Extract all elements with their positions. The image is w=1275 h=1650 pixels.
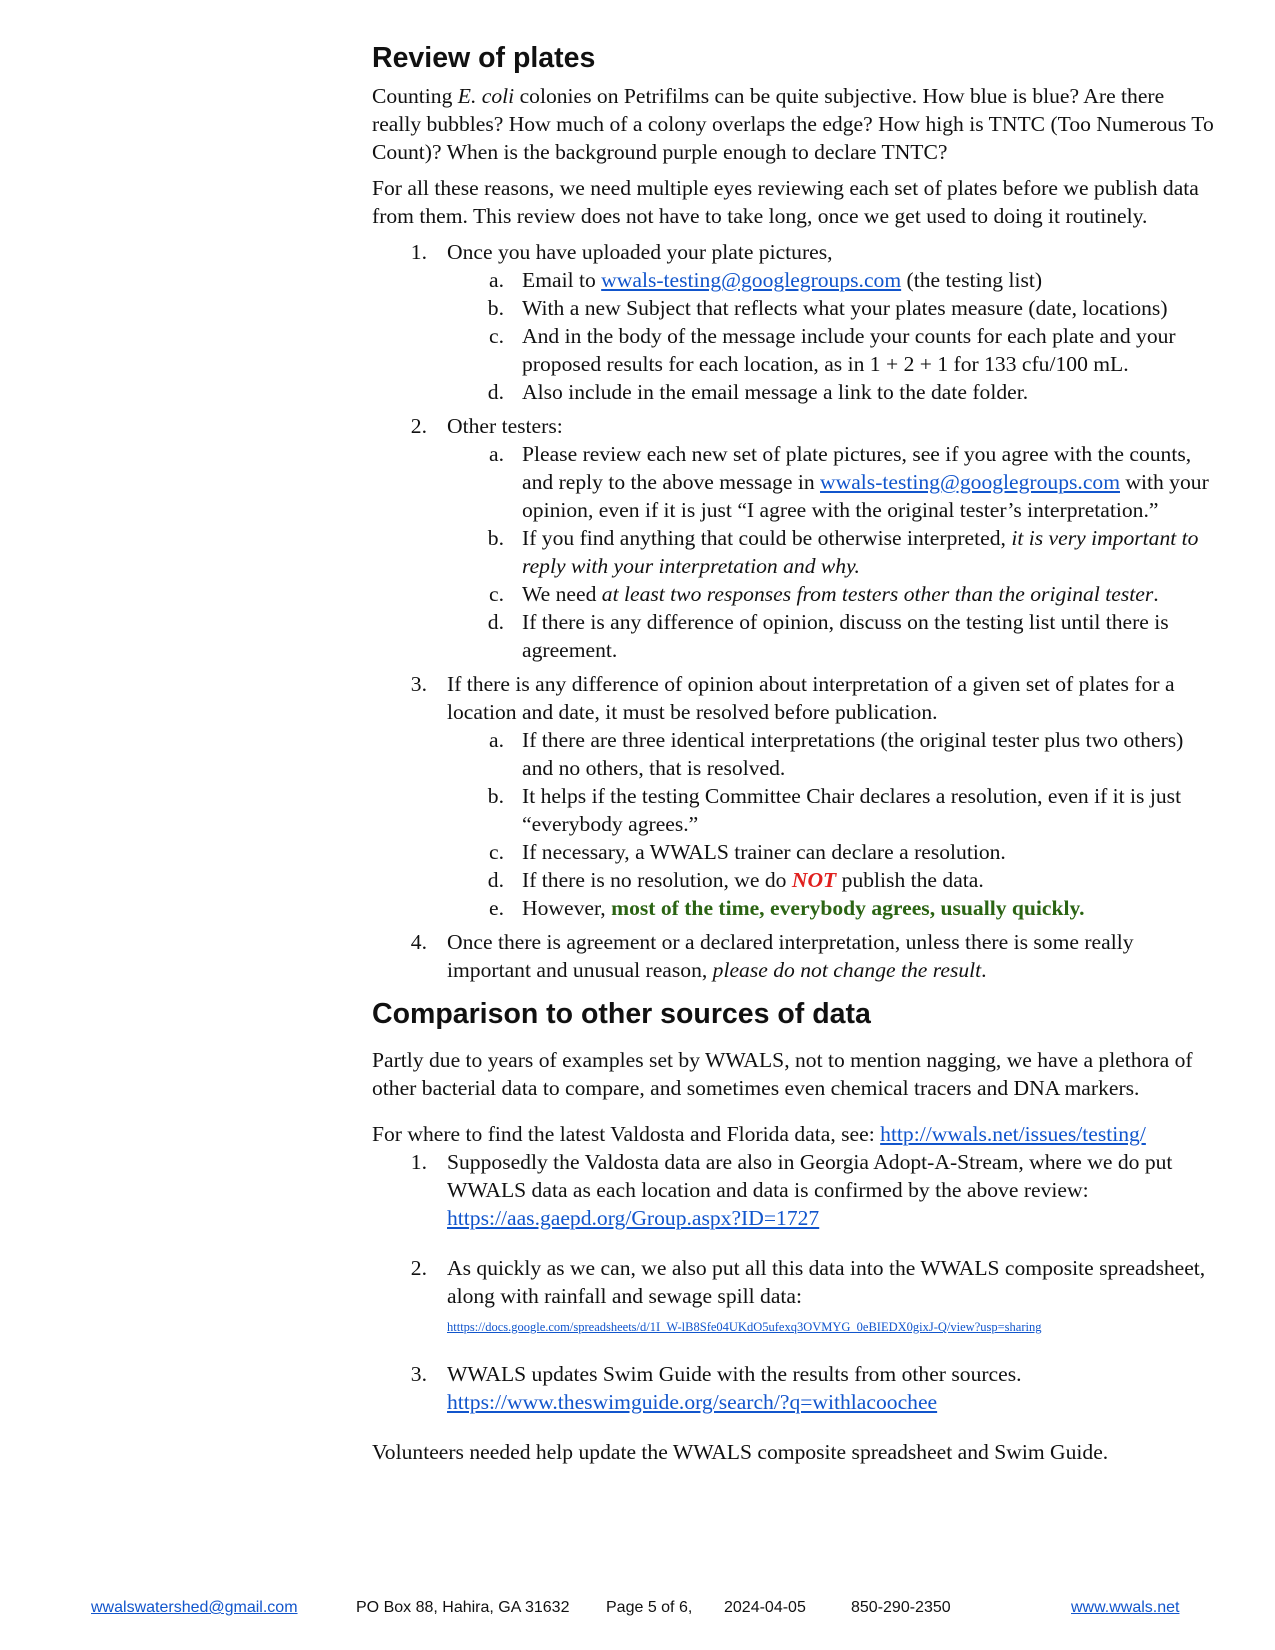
heading-review-of-plates: Review of plates: [372, 42, 596, 74]
list-item: e. However, most of the time, everybody agrees, usually quickly.: [489, 896, 1085, 920]
list-item: a. Please review each new set of plate pictures, see if you agree with the counts, and reply to the above message in wwals-testing@googlegroups.com with your opinion, even if it is just “I agree with the original tester’s interpretation.”: [489, 442, 1209, 522]
comparison-sources-list: [372, 1148, 1218, 1416]
footer-date: 2024-04-05: [724, 1599, 806, 1616]
review-step-1: 1. Once you have uploaded your plate pictures, a. Email to wwals-testing@googlegroups.com (the testing list) b. With a new Subject that reflects what your plates measure (date, locations) c. And in the body of the message include your counts for each plate and your proposed results for each location, as in 1 + 2 + 1 for 133 cfu/100 mL. d. Also include in the email message a link to the date folder.: [372, 238, 1218, 406]
review-step-3: 3. If there is any difference of opinion about interpretation of a given set of plates for a location and date, it must be resolved before publication. a. If there are three identical interpretations (the original tester plus two others) and no others, that is resolved. b. It helps if the testing Committee Chair declares a resolution, even if it is just “everybody agrees.” c. If necessary, a WWALS trainer can declare a resolution. d. If there is no resolution, we do NOT publish the data. e. However, most of the time, everybody agrees, usually quickly.: [372, 670, 1218, 922]
ecoli-term: E. coli: [457, 84, 515, 108]
not-emphasis: NOT: [791, 868, 837, 892]
list-item: d. If there is any difference of opinion, discuss on the testing list until there is agreement.: [487, 610, 1169, 662]
review-step-4: 4. Once there is agreement or a declared interpretation, unless there is some really important and unusual reason, please do not change the result.: [410, 930, 1134, 982]
list-item: d. If there is no resolution, we do NOT publish the data.: [487, 868, 984, 892]
source-item-3: 3. WWALS updates Swim Guide with the results from other sources. https://www.theswimguide.org/search/?q=withlacoochee: [410, 1362, 1022, 1414]
list-item: b. It helps if the testing Committee Chair declares a resolution, even if it is just “everybody agrees.”: [487, 784, 1182, 836]
list-item: c. And in the body of the message include your counts for each plate and your proposed results for each location, as in 1 + 2 + 1 for 133 cfu/100 mL.: [489, 324, 1176, 376]
review-step-2: 2. Other testers: a. Please review each new set of plate pictures, see if you agree with the counts, and reply to the above message in wwals-testing@googlegroups.com with your opinion, even if it is just “I agree with the original tester’s interpretation.” b. If you find anything that could be otherwise interpreted, it is very important to reply with your interpretation and why. c. We need at least two responses from testers other than the original tester. d. If there is any difference of opinion, discuss on the testing list until there is agreement.: [372, 412, 1218, 664]
document-body: [372, 40, 1218, 1474]
footer-page-number: Page 5 of 6,: [606, 1599, 693, 1616]
testing-list-email-link-2[interactable]: wwals-testing@googlegroups.com: [820, 470, 1120, 494]
volunteers-needed-paragraph: Volunteers needed help update the WWALS composite spreadsheet and Swim Guide.: [372, 1440, 1109, 1464]
page-footer: [0, 1599, 1275, 1623]
adopt-a-stream-link[interactable]: https://aas.gaepd.org/Group.aspx?ID=1727: [447, 1206, 820, 1230]
footer-phone: 850-290-2350: [851, 1599, 951, 1616]
review-steps-list: [372, 238, 1218, 984]
swim-guide-link[interactable]: https://www.theswimguide.org/search/?q=withlacoochee: [447, 1390, 938, 1414]
list-item: a. Email to wwals-testing@googlegroups.com (the testing list): [489, 268, 1043, 292]
list-item: d. Also include in the email message a link to the date folder.: [487, 380, 1029, 404]
footer-website-link[interactable]: www.wwals.net: [1071, 1599, 1180, 1616]
footer-address: PO Box 88, Hahira, GA 31632: [356, 1599, 570, 1616]
comparison-intro-paragraph: Partly due to years of examples set by WWALS, not to mention nagging, we have a plethora of other bacterial data to compare, and sometimes even chemical tracers and DNA markers.: [372, 1048, 1193, 1100]
review-intro-paragraph: Counting E. coli colonies on Petrifilms can be quite subjective. How blue is blue? Are there really bubbles? How much of a colony overlaps the edge? How high is TNTC (Too Numerous To Count)? When is the background purple enough to declare TNTC?: [372, 84, 1214, 164]
agreement-emphasis: most of the time, everybody agrees, usually quickly.: [611, 896, 1085, 920]
source-item-2: 2. As quickly as we can, we also put all this data into the WWALS composite spreadsheet, along with rainfall and sewage spill data: htttps://docs.google.com/spreadsheets/d/1I_W-lB8Sfe04UKdO5ufexq3OVMYG_0eBIEDX0gixJ-Q/view?usp=sharing: [410, 1256, 1206, 1334]
list-item: b. If you find anything that could be otherwise interpreted, it is very important to reply with your interpretation and why.: [487, 526, 1199, 578]
list-item: b. With a new Subject that reflects what your plates measure (date, locations): [487, 296, 1168, 320]
heading-comparison: Comparison to other sources of data: [372, 998, 871, 1030]
list-item: c. We need at least two responses from testers other than the original tester.: [489, 582, 1159, 606]
review-step-1-substeps: [447, 266, 1218, 406]
composite-spreadsheet-link[interactable]: htttps://docs.google.com/spreadsheets/d/1I_W-lB8Sfe04UKdO5ufexq3OVMYG_0eBIEDX0gixJ-Q/view?usp=sharing: [447, 1320, 1042, 1334]
wwals-testing-link[interactable]: http://wwals.net/issues/testing/: [880, 1122, 1146, 1146]
review-step-3-substeps: [447, 726, 1218, 922]
review-reasons-paragraph: For all these reasons, we need multiple eyes reviewing each set of plates before we publish data from them. This review does not have to take long, once we get used to doing it routinely.: [372, 176, 1199, 228]
testing-list-email-link[interactable]: wwals-testing@googlegroups.com: [601, 268, 902, 292]
source-item-1: 1. Supposedly the Valdosta data are also in Georgia Adopt-A-Stream, where we do put WWALS data as each location and data is confirmed by the above review: https://aas.gaepd.org/Group.aspx?ID=1727: [410, 1150, 1173, 1230]
list-item: a. If there are three identical interpretations (the original tester plus two others) and no others, that is resolved.: [489, 728, 1184, 780]
review-step-2-substeps: [447, 440, 1218, 664]
comparison-where-paragraph: For where to find the latest Valdosta and Florida data, see: http://wwals.net/issues/testing/: [372, 1122, 1146, 1146]
footer-email-link[interactable]: wwalswatershed@gmail.com: [91, 1599, 298, 1616]
list-item: c. If necessary, a WWALS trainer can declare a resolution.: [489, 840, 1006, 864]
